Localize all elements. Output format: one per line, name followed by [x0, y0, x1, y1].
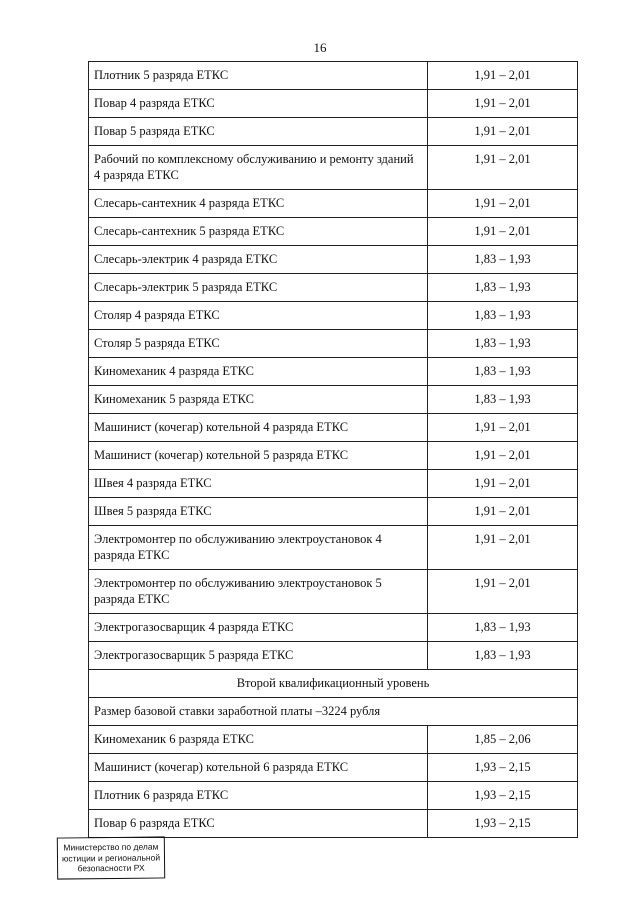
table-row: [89, 246, 578, 274]
base-rate-row: [89, 698, 578, 726]
table-row: [89, 146, 578, 190]
position-name: Машинист (кочегар) котельной 6 разряда ЕТКС: [89, 754, 428, 782]
table-row: [89, 118, 578, 146]
coefficient: 1,83 – 1,93: [428, 246, 578, 274]
base-rate-text: Размер базовой ставки заработной платы –3224 рубля: [89, 698, 578, 726]
section-title: Второй квалификационный уровень: [89, 670, 578, 698]
coefficient: 1,83 – 1,93: [428, 302, 578, 330]
coefficient: 1,83 – 1,93: [428, 614, 578, 642]
coefficient: 1,91 – 2,01: [428, 218, 578, 246]
position-name: Швея 5 разряда ЕТКС: [89, 498, 428, 526]
stamp-line: Министерство по делам: [63, 841, 159, 853]
table-row: [89, 90, 578, 118]
table-row: [89, 642, 578, 670]
position-name: Столяр 5 разряда ЕТКС: [89, 330, 428, 358]
coefficient: 1,91 – 2,01: [428, 570, 578, 614]
section-heading-row: [89, 670, 578, 698]
position-name: Электрогазосварщик 5 разряда ЕТКС: [89, 642, 428, 670]
stamp-line: безопасности РХ: [77, 862, 145, 874]
table-row: [89, 62, 578, 90]
table-row: [89, 526, 578, 570]
table-row: [89, 570, 578, 614]
position-name: Повар 5 разряда ЕТКС: [89, 118, 428, 146]
table-row: [89, 302, 578, 330]
table-row: [89, 726, 578, 754]
coefficient: 1,91 – 2,01: [428, 498, 578, 526]
table-row: [89, 754, 578, 782]
position-name: Плотник 5 разряда ЕТКС: [89, 62, 428, 90]
position-name: Электромонтер по обслуживанию электроустановок 4 разряда ЕТКС: [89, 526, 428, 570]
coefficient: 1,91 – 2,01: [428, 526, 578, 570]
coefficient: 1,93 – 2,15: [428, 810, 578, 838]
position-name: Киномеханик 4 разряда ЕТКС: [89, 358, 428, 386]
position-name: Плотник 6 разряда ЕТКС: [89, 782, 428, 810]
position-name: Слесарь-сантехник 5 разряда ЕТКС: [89, 218, 428, 246]
stamp-line: юстиции и региональной: [61, 852, 161, 864]
coefficient: 1,91 – 2,01: [428, 190, 578, 218]
coefficient: 1,83 – 1,93: [428, 274, 578, 302]
position-name: Машинист (кочегар) котельной 4 разряда ЕТКС: [89, 414, 428, 442]
position-name: Рабочий по комплексному обслуживанию и ремонту зданий 4 разряда ЕТКС: [89, 146, 428, 190]
coefficient: 1,91 – 2,01: [428, 90, 578, 118]
coefficient: 1,83 – 1,93: [428, 386, 578, 414]
table-row: [89, 810, 578, 838]
coefficient: 1,91 – 2,01: [428, 118, 578, 146]
table-row: [89, 330, 578, 358]
position-name: Слесарь-сантехник 4 разряда ЕТКС: [89, 190, 428, 218]
position-name: Киномеханик 5 разряда ЕТКС: [89, 386, 428, 414]
coefficient: 1,83 – 1,93: [428, 330, 578, 358]
position-name: Электрогазосварщик 4 разряда ЕТКС: [89, 614, 428, 642]
page-number: 16: [313, 40, 327, 55]
position-name: Слесарь-электрик 5 разряда ЕТКС: [89, 274, 428, 302]
position-name: Киномеханик 6 разряда ЕТКС: [89, 726, 428, 754]
table-row: [89, 358, 578, 386]
position-name: Швея 4 разряда ЕТКС: [89, 470, 428, 498]
coefficient: 1,91 – 2,01: [428, 62, 578, 90]
position-name: Электромонтер по обслуживанию электроустановок 5 разряда ЕТКС: [89, 570, 428, 614]
position-name: Слесарь-электрик 4 разряда ЕТКС: [89, 246, 428, 274]
coefficient: 1,83 – 1,93: [428, 642, 578, 670]
table-row: [89, 414, 578, 442]
coefficient: 1,83 – 1,93: [428, 358, 578, 386]
coefficient: 1,93 – 2,15: [428, 754, 578, 782]
tariff-table: [88, 61, 578, 838]
table-row: [89, 498, 578, 526]
table-row: [89, 614, 578, 642]
table-row: [89, 386, 578, 414]
table-row: [89, 442, 578, 470]
coefficient: 1,85 – 2,06: [428, 726, 578, 754]
coefficient: 1,93 – 2,15: [428, 782, 578, 810]
table-row: [89, 470, 578, 498]
table-row: [89, 218, 578, 246]
ministry-stamp: [57, 836, 165, 879]
position-name: Машинист (кочегар) котельной 5 разряда ЕТКС: [89, 442, 428, 470]
position-name: Повар 6 разряда ЕТКС: [89, 810, 428, 838]
position-name: Столяр 4 разряда ЕТКС: [89, 302, 428, 330]
table-row: [89, 190, 578, 218]
coefficient: 1,91 – 2,01: [428, 442, 578, 470]
coefficient: 1,91 – 2,01: [428, 146, 578, 190]
position-name: Повар 4 разряда ЕТКС: [89, 90, 428, 118]
table-row: [89, 274, 578, 302]
coefficient: 1,91 – 2,01: [428, 470, 578, 498]
coefficient: 1,91 – 2,01: [428, 414, 578, 442]
table-row: [89, 782, 578, 810]
